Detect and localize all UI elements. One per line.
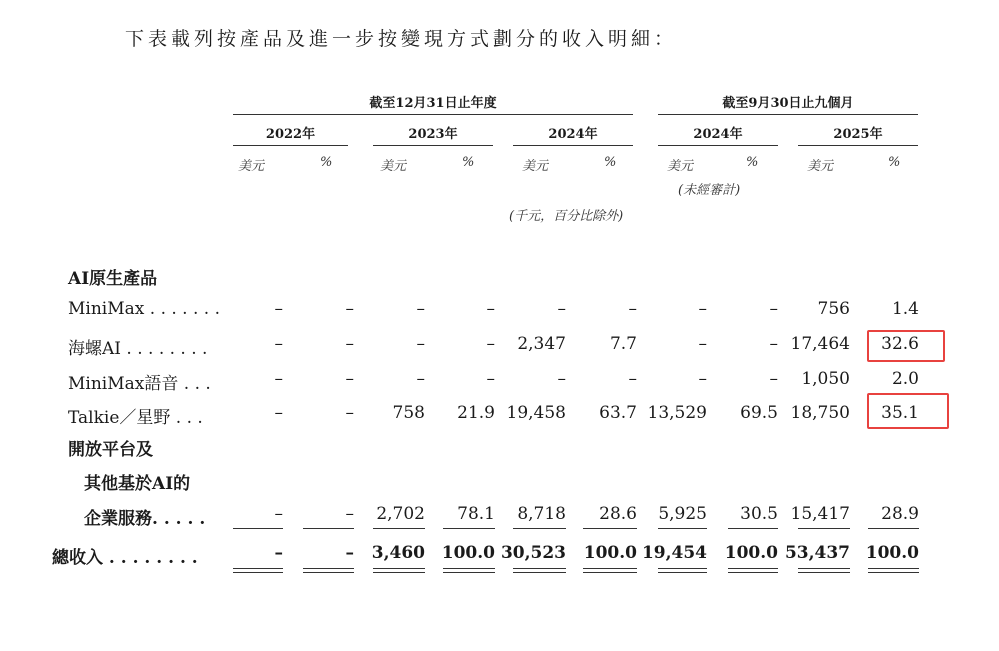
group-rule-nine-months <box>658 114 918 115</box>
group-rule-year-end <box>233 114 633 115</box>
table-cell: 19,458 <box>506 403 566 423</box>
subtotal-rule <box>728 528 778 529</box>
group-header-nine-months: 截至9月30日止九個月 <box>722 96 854 111</box>
unit-pct: % <box>320 155 333 170</box>
unit-pct: % <box>746 155 759 170</box>
group-header-year-end: 截至12月31日止年度 <box>369 96 497 111</box>
table-cell: 1.4 <box>891 299 919 319</box>
row-label: MiniMax . . . . . . . <box>68 299 221 319</box>
table-cell: 100.0 <box>865 543 919 563</box>
table-cell: 2,347 <box>517 334 566 354</box>
total-double-rule-bottom <box>868 572 919 573</box>
subtotal-rule <box>798 528 850 529</box>
table-cell: – <box>698 369 707 389</box>
row-label: 海螺AI . . . . . . . . <box>68 339 208 359</box>
subtotal-rule <box>443 528 495 529</box>
year-rule <box>233 145 348 146</box>
table-cell: 756 <box>817 299 850 319</box>
table-cell: – <box>345 369 354 389</box>
row-label-enterprise: 企業服務. . . . . <box>84 509 206 529</box>
year-rule <box>373 145 493 146</box>
total-double-rule-top <box>728 568 778 569</box>
total-double-rule-top <box>303 568 354 569</box>
table-cell: 1,050 <box>801 369 850 389</box>
unit-pct: % <box>604 155 617 170</box>
year-rule <box>658 145 778 146</box>
table-cell: 8,718 <box>517 504 566 524</box>
table-cell: 13,529 <box>647 403 707 423</box>
total-double-rule-bottom <box>373 572 425 573</box>
total-double-rule-bottom <box>728 572 778 573</box>
section-ai-native: AI原生產品 <box>68 269 158 289</box>
table-cell: – <box>557 299 566 319</box>
table-cell: 17,464 <box>790 334 850 354</box>
table-cell: – <box>345 403 354 423</box>
table-cell: – <box>698 299 707 319</box>
table-cell: 100.0 <box>724 543 778 563</box>
total-double-rule-bottom <box>443 572 495 573</box>
subtotal-rule <box>583 528 637 529</box>
table-cell: 78.1 <box>457 504 495 524</box>
unit-pct: % <box>462 155 475 170</box>
total-double-rule-bottom <box>233 572 283 573</box>
year-rule <box>798 145 918 146</box>
section-open-platform: 開放平台及 <box>68 440 153 460</box>
table-cell: – <box>557 369 566 389</box>
row-label: MiniMax語音 . . . <box>68 374 211 394</box>
year-header: 2023年 <box>408 127 458 142</box>
table-cell: 100.0 <box>441 543 495 563</box>
unit-usd: 美元 <box>667 159 694 174</box>
intro-text: 下表載列按產品及進一步按變現方式劃分的收入明細： <box>125 28 678 50</box>
year-rule <box>513 145 633 146</box>
table-cell: 69.5 <box>740 403 778 423</box>
subtotal-rule <box>303 528 354 529</box>
subtotal-rule <box>373 528 425 529</box>
table-cell: – <box>274 369 283 389</box>
total-double-rule-bottom <box>583 572 637 573</box>
table-cell: 32.6 <box>881 334 919 354</box>
row-label-total: 總收入 . . . . . . . . <box>52 548 198 568</box>
total-double-rule-bottom <box>303 572 354 573</box>
table-cell: 15,417 <box>790 504 850 524</box>
section-open-platform-line2: 其他基於AI的 <box>84 474 191 494</box>
table-cell: 30,523 <box>500 543 566 563</box>
table-cell: – <box>769 369 778 389</box>
table-cell: 21.9 <box>457 403 495 423</box>
unit-pct: % <box>888 155 901 170</box>
table-cell: 28.9 <box>881 504 919 524</box>
table-cell: 35.1 <box>881 403 919 423</box>
table-cell: 7.7 <box>609 334 637 354</box>
row-label: Talkie／星野 . . . <box>68 408 203 428</box>
highlight-box <box>867 393 949 429</box>
table-cell: 100.0 <box>583 543 637 563</box>
table-cell: – <box>416 369 425 389</box>
table-cell: 19,454 <box>641 543 707 563</box>
table-cell: 2,702 <box>376 504 425 524</box>
total-double-rule-top <box>798 568 850 569</box>
table-cell: – <box>274 543 283 563</box>
year-header: 2022年 <box>265 127 316 142</box>
subtotal-rule <box>233 528 283 529</box>
table-cell: – <box>628 299 637 319</box>
units-note: (千元，百分比除外) <box>509 209 624 224</box>
total-double-rule-bottom <box>513 572 566 573</box>
unaudited-note: (未經審計) <box>678 183 741 198</box>
subtotal-rule <box>868 528 919 529</box>
year-header: 2024年 <box>693 127 743 142</box>
table-cell: 30.5 <box>740 504 778 524</box>
table-cell: – <box>769 299 778 319</box>
unit-usd: 美元 <box>807 159 834 174</box>
table-cell: 3,460 <box>371 543 425 563</box>
total-double-rule-top <box>868 568 919 569</box>
table-cell: – <box>274 334 283 354</box>
year-header: 2025年 <box>833 127 883 142</box>
table-cell: – <box>345 299 354 319</box>
subtotal-rule <box>513 528 566 529</box>
table-cell: – <box>345 543 354 563</box>
total-double-rule-top <box>513 568 566 569</box>
table-cell: – <box>345 334 354 354</box>
table-cell: – <box>698 334 707 354</box>
year-header: 2024年 <box>548 127 598 142</box>
highlight-box <box>867 330 945 362</box>
unit-usd: 美元 <box>522 159 549 174</box>
total-double-rule-top <box>658 568 707 569</box>
table-cell: 18,750 <box>790 403 850 423</box>
total-double-rule-bottom <box>658 572 707 573</box>
total-double-rule-top <box>443 568 495 569</box>
table-cell: – <box>274 403 283 423</box>
table-cell: – <box>345 504 354 524</box>
table-cell: – <box>769 334 778 354</box>
total-double-rule-top <box>233 568 283 569</box>
unit-usd: 美元 <box>380 159 407 174</box>
table-cell: – <box>628 369 637 389</box>
unit-usd: 美元 <box>238 159 265 174</box>
table-cell: 2.0 <box>891 369 919 389</box>
table-cell: 53,437 <box>784 543 850 563</box>
table-cell: 5,925 <box>658 504 707 524</box>
table-cell: – <box>486 299 495 319</box>
table-cell: 758 <box>392 403 425 423</box>
table-cell: – <box>274 504 283 524</box>
table-cell: 28.6 <box>599 504 637 524</box>
total-double-rule-top <box>373 568 425 569</box>
table-cell: – <box>416 299 425 319</box>
table-cell: – <box>486 334 495 354</box>
total-double-rule-bottom <box>798 572 850 573</box>
subtotal-rule <box>658 528 707 529</box>
table-cell: – <box>274 299 283 319</box>
table-cell: 63.7 <box>599 403 637 423</box>
table-cell: – <box>486 369 495 389</box>
table-cell: – <box>416 334 425 354</box>
total-double-rule-top <box>583 568 637 569</box>
